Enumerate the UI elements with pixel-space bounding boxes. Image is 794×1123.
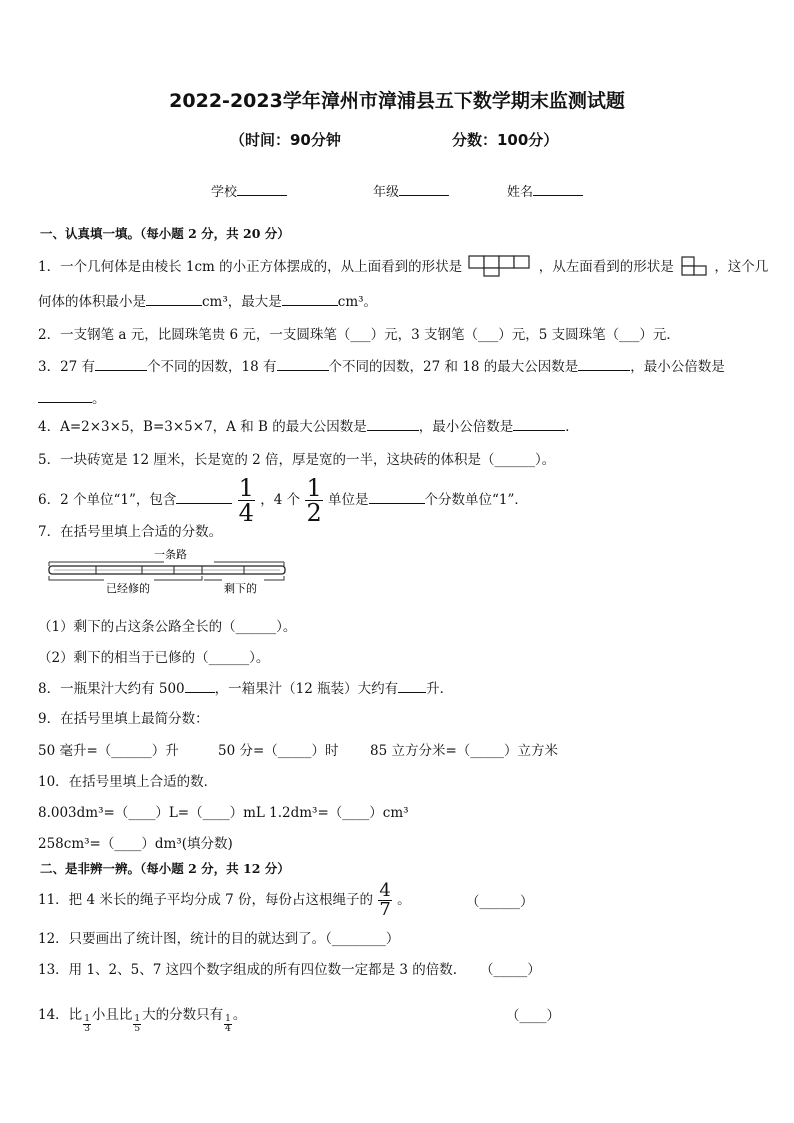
q4-text-b: ，最小公倍数是 [418,419,514,435]
q14-text-d: 。 [232,1007,247,1023]
question-7: 7．在括号里填上合适的分数。 [38,524,223,540]
section-1-heading: 一、认真填一填。（每小题 2 分，共 20 分） [40,226,290,241]
fraction-four-sevenths: $\frac{4}{7}$ [379,880,391,920]
grade-label: 年级 [373,185,400,200]
name-label: 姓名 [507,185,534,200]
top-view-figure [468,255,532,277]
road-diagram [44,544,290,600]
q4-text-c: ． [565,419,579,435]
q14-text-b: 小且比 [91,1007,133,1023]
q4-text-a: 4．A=2×3×5，B=3×5×7，A 和 B 的最大公因数是 [38,419,367,435]
q1-text-e: cm³，最大是 [202,294,282,310]
question-13: 13．用 1、2、5、7 这四个数字组成的所有四位数一定都是 3 的倍数. [38,962,458,978]
q9-item-c: 85 立方分米=（_____）立方米 [370,743,559,759]
name-blank[interactable] [533,183,583,196]
q8-blank-2[interactable] [398,680,426,693]
exam-time: （时间：90分钟 [230,131,341,149]
question-1-line-1 [38,255,768,277]
q3-blank-4[interactable] [38,390,92,403]
q11-text-b: 。 [397,892,411,908]
q6-text-b: ，4 个 [260,492,301,508]
q1-text-f: cm³。 [337,294,378,310]
name-field[interactable] [507,181,583,200]
school-field[interactable] [211,181,287,200]
q1-text-b: ，从左面看到的形状是 [538,259,674,275]
q6-text-d: 个分数单位“1”． [424,492,528,508]
section-2-heading: 二、是非辨一辨。（每小题 2 分，共 12 分） [40,861,290,876]
q10-item-b: 258cm³=（____）dm³(填分数) [38,836,233,852]
question-8 [38,677,453,697]
road-label: 一条路 [154,548,187,561]
q9-item-b: 50 分=（_____）时 [218,743,339,759]
q6-text-a: 6．2 个单位“1”，包含 [38,492,177,508]
q14-text-a: 14．比 [38,1007,83,1023]
question-3-line-2 [38,387,106,407]
exam-score: 分数：100分） [452,131,559,149]
question-9: 9．在括号里填上最简分数： [38,711,209,727]
q6-blank-2[interactable] [369,491,425,504]
q1-text-c: ，这个几 [714,259,769,275]
q3-blank-3[interactable] [578,358,630,371]
q4-blank-2[interactable] [513,418,565,431]
page-title: 2022-2023学年漳州市漳浦县五下数学期末监测试题 [169,90,625,112]
q9-item-a: 50 毫升=（______）升 [38,743,179,759]
remaining-label: 剩下的 [224,582,257,595]
question-14 [38,1003,246,1034]
q8-text-b: ，一箱果汁（12 瓶装）大约有 [214,681,399,697]
q1-blank-min[interactable] [146,293,202,306]
q3-text-d: ，最小公倍数是 [630,359,725,375]
school-label: 学校 [211,185,238,200]
q14-text-c: 大的分数只有 [142,1007,224,1023]
question-7-part-1: （1）剩下的占这条公路全长的（______）。 [38,619,297,635]
grade-blank[interactable] [399,183,449,196]
question-2: 2．一支钢笔 a 元，比圆珠笔贵 6 元，一支圆珠笔（___）元，3 支钢笔（___）元，5 支圆珠笔（___）元． [38,327,680,343]
q3-text-e: 。 [92,391,106,407]
grade-field[interactable] [373,181,449,200]
fraction-one-third: $\frac{1}{3}$ [84,1014,90,1034]
question-10: 10．在括号里填上合适的数． [38,774,218,790]
question-3-line-1 [38,355,725,375]
q1-text-a: 1．一个几何体是由棱长 1cm 的小正方体摆成的，从上面看到的形状是 [38,259,463,275]
school-blank[interactable] [237,183,287,196]
question-11 [38,882,411,919]
q3-text-a: 3．27 有 [38,359,96,375]
q1-blank-max[interactable] [282,293,338,306]
question-6 [38,476,528,525]
q3-text-c: 个不同的因数，27 和 18 的最大公因数是 [328,359,579,375]
q8-blank-1[interactable] [185,680,215,693]
q10-item-a: 8.003dm³=（____）L=（____）mL 1.2dm³=（____）cm³ [38,805,409,821]
question-12: 12．只要画出了统计图，统计的目的就达到了。（________） [38,931,400,947]
question-5: 5．一块砖宽是 12 厘米，长是宽的 2 倍，厚是宽的一半，这块砖的体积是（______）。 [38,452,556,468]
fraction-one-quarter: $\frac{1}{4}$ [238,474,254,527]
q3-blank-2[interactable] [277,358,329,371]
q13-answer-blank[interactable]: （_____） [480,962,541,978]
question-4 [38,415,579,435]
q3-blank-1[interactable] [95,358,147,371]
q8-text-a: 8．一瓶果汁大约有 500 [38,681,185,697]
q6-text-c: 单位是 [328,492,369,508]
q4-blank-1[interactable] [367,418,419,431]
q11-text-a: 11．把 4 米长的绳子平均分成 7 份，每份占这根绳子的 [38,892,374,908]
q8-text-c: 升． [426,681,454,697]
q11-answer-blank[interactable]: （______） [466,894,534,910]
built-label: 已经修的 [106,582,150,595]
q14-answer-blank[interactable]: （____） [506,1008,560,1024]
q3-text-b: 个不同的因数，18 有 [147,359,277,375]
fraction-one-fifth: $\frac{1}{5}$ [134,1014,141,1034]
question-7-part-2: （2）剩下的相当于已修的（______）。 [38,650,270,666]
q6-blank-1[interactable] [176,491,232,504]
question-1-line-2 [38,290,377,310]
fraction-one-half: $\frac{1}{2}$ [306,474,322,527]
q1-text-d: 何体的体积最小是 [38,294,146,310]
left-view-figure [680,255,708,277]
fraction-one-fourth: $\frac{1}{4}$ [225,1014,231,1034]
